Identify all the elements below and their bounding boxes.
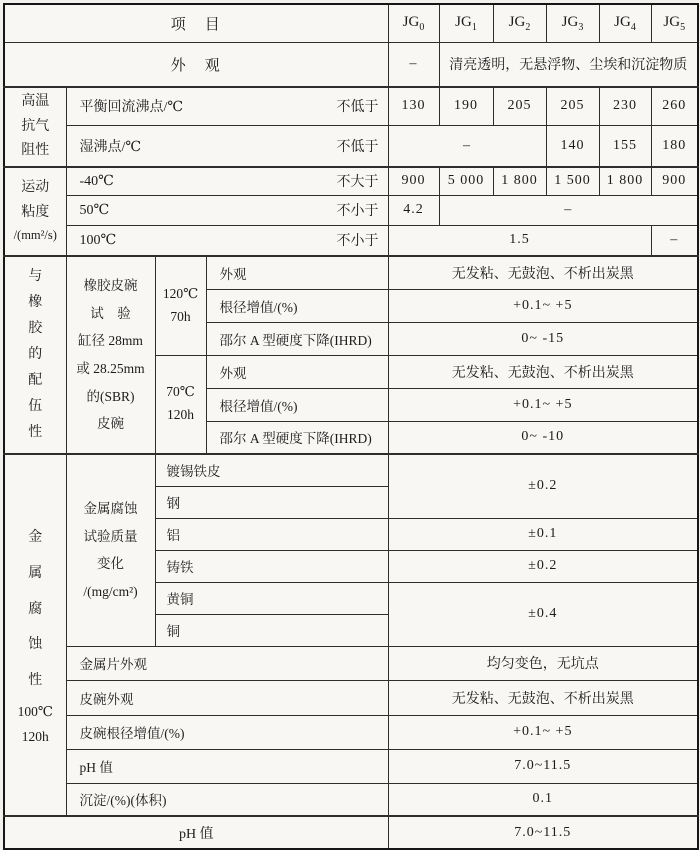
group-line: 阻性: [21, 143, 50, 159]
grade-base: JG: [455, 13, 472, 30]
row-label-ph: pH 值: [66, 749, 388, 783]
metal-name: 铜: [155, 614, 388, 646]
merged-value-cell: 7.0~11.5: [388, 749, 698, 783]
value-cell: –: [651, 225, 698, 256]
vertical-group-text: 与橡胶的配伍性: [28, 269, 43, 440]
col-header-jg5: [651, 4, 698, 42]
merged-value-cell: ±0.2: [388, 454, 698, 518]
appearance-jg0-value: –: [388, 42, 439, 87]
value-cell: 5 000: [439, 167, 493, 195]
metal-test-desc: [66, 454, 155, 646]
row-label-metal-strip-appearance: 金属片外观: [66, 646, 388, 680]
property-label: 根径增值/(%): [206, 388, 388, 421]
merged-value-cell: 无发粘、无鼓泡、不析出炭黑: [388, 355, 698, 388]
group-label-metal-corrosion: [4, 454, 66, 816]
group-label-viscosity: [4, 167, 66, 256]
merged-value-cell: 0~ -15: [388, 322, 698, 355]
value-cell: 900: [651, 167, 698, 195]
item-header: 项 目: [4, 4, 388, 42]
row-label: 100℃: [79, 232, 117, 248]
group-time: 120h: [21, 729, 49, 745]
limit-condition: 不低于: [336, 100, 379, 116]
col-header-jg0: [388, 4, 439, 42]
property-label: 外观: [206, 355, 388, 388]
merged-value-cell: 均匀变色，无坑点: [388, 646, 698, 680]
merged-value-cell: +0.1~ +5: [388, 715, 698, 749]
desc-line: 皮碗: [97, 416, 124, 432]
temp-condition-70c: [155, 355, 206, 454]
property-label: 外观: [206, 256, 388, 289]
group-line: 高温: [21, 94, 50, 110]
row-label: -40℃: [79, 173, 114, 189]
value-cell: 205: [546, 87, 599, 125]
col-header-jg4: [599, 4, 651, 42]
desc-line: 变化: [97, 556, 124, 572]
value-cell: 190: [439, 87, 493, 125]
value-cell: 1 500: [546, 167, 599, 195]
merged-value-cell: 0~ -10: [388, 421, 698, 454]
value-cell: 4.2: [388, 195, 439, 225]
value-cell: 130: [388, 87, 439, 125]
value-cell: 205: [493, 87, 546, 125]
appearance-label: 外 观: [4, 42, 388, 87]
merged-value-cell: 无发粘、无鼓泡、不析出炭黑: [388, 680, 698, 715]
grade-subscript: 3: [578, 21, 584, 33]
group-line: 运动: [21, 180, 50, 196]
grade-base: JG: [663, 13, 681, 30]
grade-subscript: 2: [525, 21, 531, 33]
desc-line: 橡胶皮碗: [83, 277, 138, 293]
row-label-minus40: [66, 167, 388, 195]
grade-subscript: 4: [630, 21, 636, 33]
merged-value-cell: 0.1: [388, 783, 698, 816]
limit-condition: 不低于: [336, 139, 379, 155]
value-cell: 900: [388, 167, 439, 195]
value-cell: 180: [651, 125, 698, 167]
grade-subscript: 0: [419, 21, 425, 33]
group-unit: /(mm²/s): [13, 228, 57, 243]
metal-name: 镀锡铁皮: [155, 454, 388, 486]
desc-line: 的(SBR): [86, 388, 135, 404]
row-label: 湿沸点/℃: [79, 139, 142, 155]
desc-line: 缸径 28mm: [78, 333, 143, 349]
property-label: 邵尔 A 型硬度下降(IHRD): [206, 322, 388, 355]
desc-line: 或 28.25mm: [76, 361, 145, 376]
col-header-jg3: [546, 4, 599, 42]
desc-line: 试 验: [90, 305, 131, 321]
merged-value-cell: ±0.4: [388, 582, 698, 646]
rubber-test-desc: [66, 256, 155, 454]
metal-name: 黄铜: [155, 582, 388, 614]
row-label: 50℃: [79, 202, 110, 218]
grade-base: JG: [402, 13, 420, 30]
group-label-high-temp: [4, 87, 66, 167]
desc-line: 试验质量: [83, 528, 138, 544]
merged-value-cell: +0.1~ +5: [388, 289, 698, 322]
vertical-group-text: 金属腐蚀性: [28, 530, 43, 688]
value-cell: 1 800: [493, 167, 546, 195]
group-label-rubber-compat: [4, 256, 66, 454]
limit-condition: 不大于: [336, 175, 379, 191]
row-label-50c: [66, 195, 388, 225]
row-label: 平衡回流沸点/℃: [79, 100, 184, 116]
desc-line: 金属腐蚀: [83, 500, 138, 516]
grade-base: JG: [508, 13, 526, 30]
col-header-jg1: [439, 4, 493, 42]
grade-base: JG: [614, 13, 631, 30]
group-line: 抗气: [21, 118, 50, 134]
merged-value-cell: –: [439, 195, 698, 225]
time-value: 120h: [167, 407, 194, 423]
footer-ph-label: pH 值: [4, 816, 388, 849]
merged-value-cell: –: [388, 125, 546, 167]
property-label: 根径增值/(%): [206, 289, 388, 322]
grade-subscript: 1: [471, 21, 477, 33]
property-label: 邵尔 A 型硬度下降(IHRD): [206, 421, 388, 454]
footer-ph-value: 7.0~11.5: [388, 816, 698, 849]
metal-name: 钢: [155, 486, 388, 518]
merged-value-cell: +0.1~ +5: [388, 388, 698, 421]
row-label-cup-diameter-increase: 皮碗根径增值/(%): [66, 715, 388, 749]
col-header-jg2: [493, 4, 546, 42]
grade-subscript: 5: [680, 21, 686, 33]
limit-condition: 不小于: [336, 204, 379, 219]
merged-value-cell: ±0.2: [388, 550, 698, 582]
metal-name: 铝: [155, 518, 388, 550]
desc-line: /(mg/cm²): [83, 583, 138, 599]
appearance-merged-value: 清亮透明，无悬浮物、尘埃和沉淀物质: [439, 42, 698, 87]
merged-value-cell: ±0.1: [388, 518, 698, 550]
temp-condition-120c: [155, 256, 206, 355]
value-cell: 230: [599, 87, 651, 125]
value-cell: 1 800: [599, 167, 651, 195]
row-label-sediment: 沉淀/(%)(体积): [66, 783, 388, 816]
row-label-100c: [66, 225, 388, 256]
spec-table: [3, 3, 699, 850]
value-cell: 155: [599, 125, 651, 167]
group-temp: 100℃: [17, 703, 53, 719]
metal-name: 铸铁: [155, 550, 388, 582]
temp-value: 120℃: [162, 285, 199, 301]
limit-condition: 不小于: [336, 234, 379, 250]
value-cell: 260: [651, 87, 698, 125]
temp-value: 70℃: [166, 384, 195, 400]
value-cell: 140: [546, 125, 599, 167]
grade-base: JG: [561, 13, 579, 30]
row-label-erbp: [66, 87, 388, 125]
scanned-page: [3, 3, 699, 850]
merged-value-cell: 1.5: [388, 225, 651, 256]
row-label-cup-appearance: 皮碗外观: [66, 680, 388, 715]
row-label-wet-bp: [66, 125, 388, 167]
group-line: 粘度: [21, 204, 50, 220]
time-value: 70h: [170, 308, 191, 324]
merged-value-cell: 无发粘、无鼓泡、不析出炭黑: [388, 256, 698, 289]
